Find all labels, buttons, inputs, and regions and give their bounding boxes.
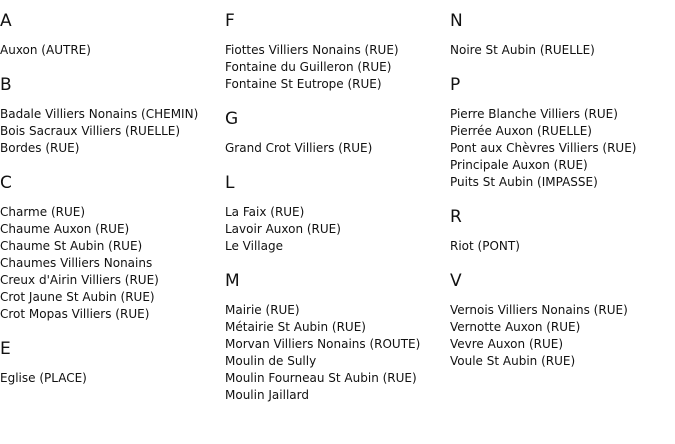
letter-group-f [225,10,445,93]
street-link[interactable]: Mairie (RUE) [225,303,300,317]
letter-heading: N [450,11,463,31]
street-link[interactable]: Puits St Aubin (IMPASSE) [450,175,598,189]
street-link[interactable]: Lavoir Auxon (RUE) [225,222,341,236]
letter-group-v [450,270,670,370]
street-list [450,238,670,255]
street-list [0,42,220,59]
street-link[interactable]: Moulin Jaillard [225,388,309,402]
letter-heading: E [0,339,11,359]
street-link[interactable]: Noire St Aubin (RUELLE) [450,43,595,57]
letter-group-c [0,172,220,323]
street-link[interactable]: Vevre Auxon (RUE) [450,337,564,351]
street-link[interactable]: Auxon (AUTRE) [0,43,91,57]
street-link[interactable]: Chaumes Villiers Nonains [0,256,153,270]
letter-heading: L [225,173,235,193]
street-list [0,370,220,387]
letter-heading: C [0,173,12,193]
street-link[interactable]: Chaume St Aubin (RUE) [0,239,143,253]
street-link[interactable]: Moulin Fourneau St Aubin (RUE) [225,371,417,385]
street-list [450,302,670,370]
street-link[interactable]: Métairie St Aubin (RUE) [225,320,366,334]
letter-heading: R [450,207,462,227]
letter-heading: M [225,271,240,291]
street-list [450,106,670,191]
street-list [225,302,445,404]
street-link[interactable]: Principale Auxon (RUE) [450,158,588,172]
street-link[interactable]: Le Village [225,239,283,253]
street-link[interactable]: Voule St Aubin (RUE) [450,354,576,368]
letter-heading: F [225,11,235,31]
street-link[interactable]: Pierrée Auxon (RUELLE) [450,124,592,138]
street-link[interactable]: Vernotte Auxon (RUE) [450,320,581,334]
street-link[interactable]: Chaume Auxon (RUE) [0,222,130,236]
letter-heading: A [0,11,12,31]
street-link[interactable]: Fiottes Villiers Nonains (RUE) [225,43,399,57]
street-list [450,42,670,59]
street-link[interactable]: Morvan Villiers Nonains (ROUTE) [225,337,421,351]
index-column-1 [0,10,220,402]
letter-heading: B [0,75,12,95]
index-column-3 [450,10,670,385]
street-list [225,204,445,255]
street-link[interactable]: Pierre Blanche Villiers (RUE) [450,107,618,121]
street-link[interactable]: Fontaine St Eutrope (RUE) [225,77,382,91]
street-link[interactable]: Crot Mopas Villiers (RUE) [0,307,150,321]
letter-group-g [225,108,445,157]
street-link[interactable]: Pont aux Chèvres Villiers (RUE) [450,141,637,155]
street-link[interactable]: Moulin de Sully [225,354,317,368]
letter-group-e [0,338,220,387]
street-list [225,140,445,157]
street-link[interactable]: La Faix (RUE) [225,205,305,219]
letter-group-b [0,74,220,157]
street-list [225,42,445,93]
street-link[interactable]: Fontaine du Guilleron (RUE) [225,60,392,74]
letter-heading: V [450,271,462,291]
letter-group-r [450,206,670,255]
street-link[interactable]: Crot Jaune St Aubin (RUE) [0,290,155,304]
letter-group-n [450,10,670,59]
letter-group-p [450,74,670,191]
street-link[interactable]: Badale Villiers Nonains (CHEMIN) [0,107,199,121]
street-link[interactable]: Bordes (RUE) [0,141,80,155]
letter-heading: G [225,109,239,129]
street-link[interactable]: Eglise (PLACE) [0,371,87,385]
letter-group-l [225,172,445,255]
letter-heading: P [450,75,461,95]
street-link[interactable]: Creux d'Airin Villiers (RUE) [0,273,159,287]
street-link[interactable]: Grand Crot Villiers (RUE) [225,141,373,155]
street-list [0,204,220,323]
street-list [0,106,220,157]
letter-group-m [225,270,445,404]
letter-group-a [0,10,220,59]
street-link[interactable]: Bois Sacraux Villiers (RUELLE) [0,124,181,138]
street-link[interactable]: Charme (RUE) [0,205,86,219]
street-link[interactable]: Riot (PONT) [450,239,520,253]
index-column-2 [225,10,445,419]
street-link[interactable]: Vernois Villiers Nonains (RUE) [450,303,628,317]
